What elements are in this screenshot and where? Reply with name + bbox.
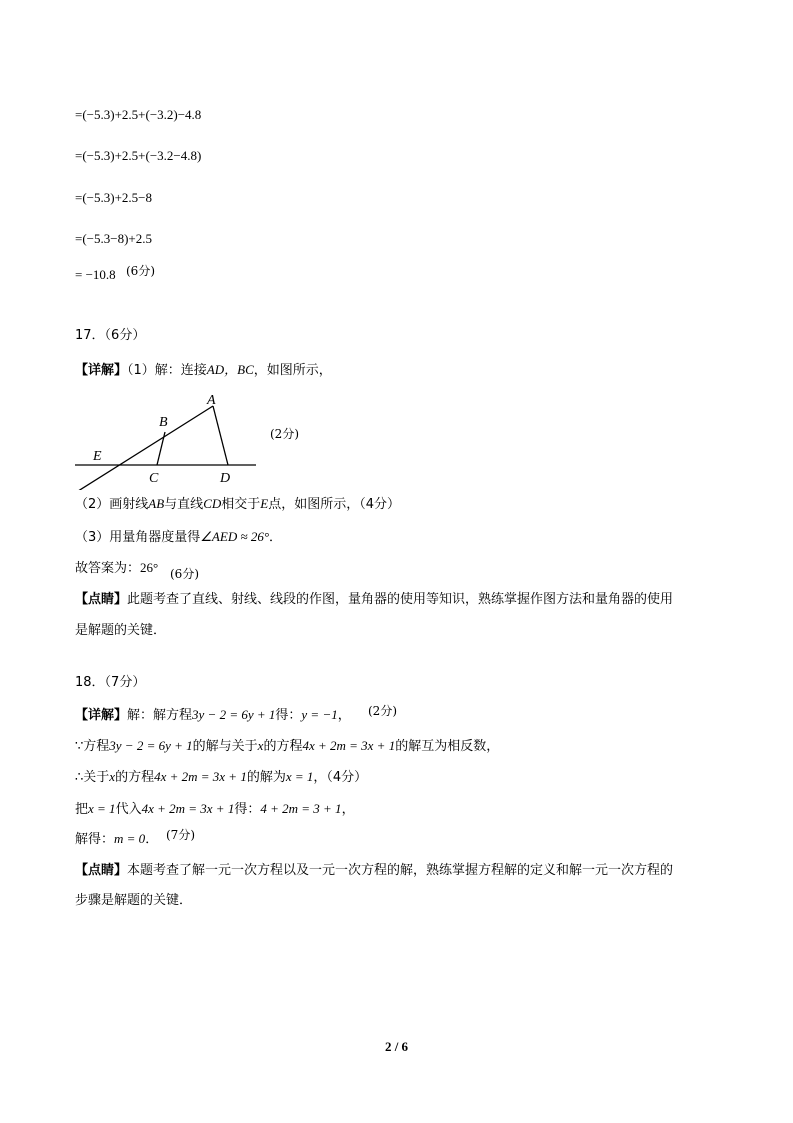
step-text: 得： bbox=[234, 802, 261, 817]
math-expr: E bbox=[260, 496, 269, 511]
math-expr: AB bbox=[148, 496, 165, 511]
step-text: （2）画射线 bbox=[75, 497, 149, 512]
q17-step3 bbox=[75, 528, 282, 547]
page-number: 2 / 6 bbox=[384, 1039, 409, 1054]
step-text: 与直线 bbox=[164, 497, 204, 512]
segment-bc bbox=[157, 432, 165, 465]
point-d-label: D bbox=[220, 471, 231, 486]
note-text: 此题考查了直线、射线、线段的作图，量角器的使用等知识，熟练掌握作图方法和量角器的使用 bbox=[127, 592, 674, 607]
step-text: 点，如图所示，（4分） bbox=[268, 497, 400, 512]
step-text: （1）解：连接 bbox=[127, 363, 207, 378]
math-expr: x bbox=[109, 769, 116, 784]
score-mark: (6分) bbox=[126, 264, 155, 278]
step-text: 解得： bbox=[75, 832, 115, 847]
math-expr: x = 1 bbox=[88, 801, 116, 816]
section-tag: 【详解】 bbox=[75, 708, 128, 723]
calc-line-3: =(−5.3)+2.5−8 bbox=[75, 190, 152, 205]
section-tag: 【点睛】 bbox=[75, 592, 128, 607]
math-expr: 4 + 2m = 3 + 1 bbox=[260, 801, 342, 816]
math-expr: CD bbox=[203, 496, 222, 511]
q17-step1 bbox=[75, 361, 332, 380]
q18-line-1 bbox=[75, 706, 351, 725]
step-text: ． bbox=[145, 832, 159, 847]
step-text: ， bbox=[341, 802, 355, 817]
q18-heading: 18．（7分） bbox=[75, 675, 146, 690]
step-text: 的解与关于 bbox=[192, 739, 258, 754]
q17-note-line-2: 是解题的关键． bbox=[75, 623, 167, 638]
q17-heading: 17．（6分） bbox=[75, 328, 146, 343]
step-text: ∴关于 bbox=[75, 770, 110, 785]
q18-note-line-2: 步骤是解题的关键． bbox=[75, 893, 193, 908]
math-expr: m = 0 bbox=[114, 831, 146, 846]
math-expr: 3y − 2 = 6y + 1 bbox=[192, 707, 276, 722]
step-text: 的方程 bbox=[115, 770, 155, 785]
section-tag: 【点睛】 bbox=[75, 863, 128, 878]
score-mark: (2分) bbox=[368, 704, 397, 718]
step-text: ，（4分） bbox=[313, 770, 368, 785]
ray-ab bbox=[75, 406, 213, 490]
note-text: 本题考查了解一元一次方程以及一元一次方程的解，熟练掌握方程解的定义和解一元一次方程的 bbox=[127, 863, 674, 878]
math-expr: ∠AED ≈ 26° bbox=[200, 529, 270, 544]
q18-line-5 bbox=[75, 830, 158, 849]
math-expr: 3y − 2 = 6y + 1 bbox=[109, 738, 193, 753]
score-mark: (7分) bbox=[166, 828, 195, 842]
section-tag: 【详解】 bbox=[75, 363, 128, 378]
step-text: 故答案为： bbox=[75, 561, 141, 576]
step-text: ∵方程 bbox=[75, 739, 110, 754]
point-c-label: C bbox=[149, 471, 159, 486]
score-mark: (6分) bbox=[170, 567, 199, 581]
calc-line-1: =(−5.3)+2.5+(−3.2)−4.8 bbox=[75, 107, 202, 122]
step-text: 把 bbox=[75, 802, 89, 817]
point-b-label: B bbox=[159, 415, 168, 430]
step-text: ． bbox=[269, 530, 283, 545]
math-expr: x bbox=[257, 738, 264, 753]
step-text: ，如图所示， bbox=[253, 363, 332, 378]
math-expr: y = −1 bbox=[301, 707, 338, 722]
step-text: 得： bbox=[275, 708, 302, 723]
step-text: 的解为 bbox=[246, 770, 286, 785]
step-text: （3）用量角器度量得 bbox=[75, 530, 201, 545]
calc-line-2: =(−5.3)+2.5+(−3.2−4.8) bbox=[75, 148, 202, 163]
q18-line-3 bbox=[75, 768, 367, 787]
math-expr: 4x + 2m = 3x + 1 bbox=[154, 769, 247, 784]
step-text: 相交于 bbox=[221, 497, 261, 512]
point-a-label: A bbox=[207, 393, 216, 408]
q18-note-line-1 bbox=[75, 862, 673, 880]
step-text: 解：解方程 bbox=[127, 708, 193, 723]
step-text: ， bbox=[337, 708, 351, 723]
math-expr: 26° bbox=[140, 560, 159, 575]
q17-note-line-1 bbox=[75, 591, 673, 609]
score-mark: (2分) bbox=[270, 427, 299, 441]
math-expr: 4x + 2m = 3x + 1 bbox=[141, 801, 235, 816]
math-expr: AD，BC bbox=[206, 362, 254, 377]
q17-answer bbox=[75, 559, 158, 578]
point-e-label: E bbox=[93, 449, 102, 464]
geometry-figure bbox=[70, 390, 270, 490]
calc-line-5: = −10.8 bbox=[75, 267, 116, 282]
math-expr: x = 1 bbox=[285, 769, 314, 784]
step-text: 代入 bbox=[115, 802, 142, 817]
step-text: 的方程 bbox=[263, 739, 303, 754]
q18-line-4 bbox=[75, 800, 355, 819]
calc-line-4: =(−5.3−8)+2.5 bbox=[75, 231, 152, 246]
math-expr: 4x + 2m = 3x + 1 bbox=[302, 738, 396, 753]
q17-step2 bbox=[75, 495, 400, 514]
segment-ad bbox=[213, 406, 228, 465]
step-text: 的解互为相反数， bbox=[395, 739, 500, 754]
q18-line-2 bbox=[75, 737, 499, 756]
